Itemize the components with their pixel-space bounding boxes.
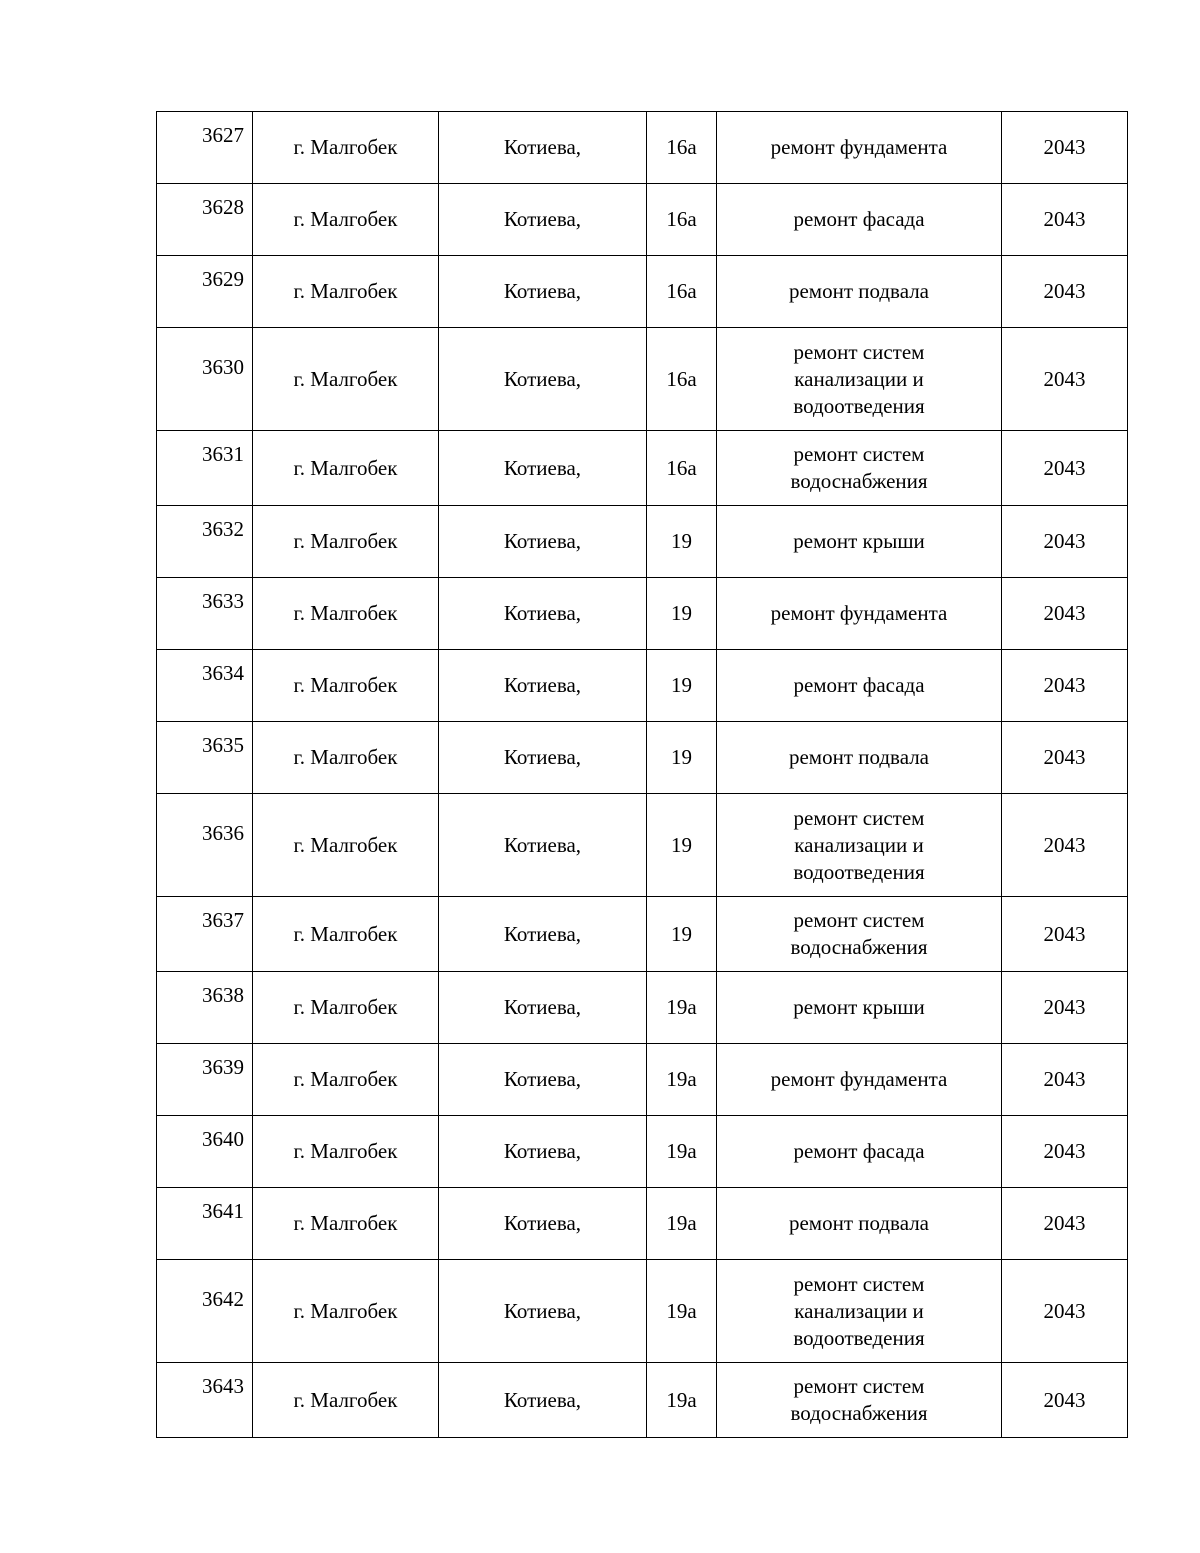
table-row: [157, 184, 1128, 256]
year-cell: 2043: [1002, 1044, 1128, 1116]
city-cell: г. Малгобек: [253, 1363, 439, 1438]
city-cell: г. Малгобек: [253, 506, 439, 578]
row-number: 3640: [157, 1116, 253, 1188]
row-number: 3634: [157, 650, 253, 722]
house-cell: 19: [647, 897, 717, 972]
work-type-cell: ремонт систем канализации и водоотведения: [717, 328, 1002, 431]
year-cell: 2043: [1002, 1363, 1128, 1438]
house-cell: 19а: [647, 1188, 717, 1260]
repair-schedule-table: [156, 111, 1128, 1438]
table-row: [157, 1260, 1128, 1363]
year-cell: 2043: [1002, 431, 1128, 506]
table-row: [157, 1188, 1128, 1260]
city-cell: г. Малгобек: [253, 256, 439, 328]
street-cell: Котиева,: [439, 1260, 647, 1363]
house-cell: 19а: [647, 1363, 717, 1438]
work-type-cell: ремонт фундамента: [717, 578, 1002, 650]
work-type-cell: ремонт фундамента: [717, 1044, 1002, 1116]
work-type-cell: ремонт подвала: [717, 722, 1002, 794]
house-cell: 16а: [647, 112, 717, 184]
house-cell: 16а: [647, 184, 717, 256]
row-number: 3639: [157, 1044, 253, 1116]
city-cell: г. Малгобек: [253, 1044, 439, 1116]
row-number: 3638: [157, 972, 253, 1044]
work-type-cell: ремонт систем канализации и водоотведения: [717, 794, 1002, 897]
year-cell: 2043: [1002, 578, 1128, 650]
row-number: 3632: [157, 506, 253, 578]
house-cell: 19а: [647, 1044, 717, 1116]
house-cell: 19: [647, 794, 717, 897]
city-cell: г. Малгобек: [253, 650, 439, 722]
year-cell: 2043: [1002, 184, 1128, 256]
work-type-cell: ремонт подвала: [717, 1188, 1002, 1260]
city-cell: г. Малгобек: [253, 972, 439, 1044]
year-cell: 2043: [1002, 1260, 1128, 1363]
street-cell: Котиева,: [439, 1363, 647, 1438]
row-number: 3631: [157, 431, 253, 506]
street-cell: Котиева,: [439, 328, 647, 431]
table-row: [157, 256, 1128, 328]
year-cell: 2043: [1002, 897, 1128, 972]
house-cell: 16а: [647, 328, 717, 431]
city-cell: г. Малгобек: [253, 1116, 439, 1188]
house-cell: 19а: [647, 1116, 717, 1188]
table-row: [157, 328, 1128, 431]
year-cell: 2043: [1002, 1188, 1128, 1260]
row-number: 3628: [157, 184, 253, 256]
year-cell: 2043: [1002, 1116, 1128, 1188]
city-cell: г. Малгобек: [253, 722, 439, 794]
street-cell: Котиева,: [439, 722, 647, 794]
work-type-cell: ремонт систем водоснабжения: [717, 1363, 1002, 1438]
row-number: 3627: [157, 112, 253, 184]
table-row: [157, 722, 1128, 794]
year-cell: 2043: [1002, 650, 1128, 722]
year-cell: 2043: [1002, 972, 1128, 1044]
work-type-cell: ремонт крыши: [717, 972, 1002, 1044]
work-type-cell: ремонт систем водоснабжения: [717, 431, 1002, 506]
row-number: 3636: [157, 794, 253, 897]
street-cell: Котиева,: [439, 1188, 647, 1260]
street-cell: Котиева,: [439, 184, 647, 256]
city-cell: г. Малгобек: [253, 328, 439, 431]
city-cell: г. Малгобек: [253, 1260, 439, 1363]
year-cell: 2043: [1002, 722, 1128, 794]
street-cell: Котиева,: [439, 506, 647, 578]
street-cell: Котиева,: [439, 794, 647, 897]
table-row: [157, 506, 1128, 578]
city-cell: г. Малгобек: [253, 578, 439, 650]
row-number: 3635: [157, 722, 253, 794]
year-cell: 2043: [1002, 794, 1128, 897]
table-row: [157, 1044, 1128, 1116]
row-number: 3637: [157, 897, 253, 972]
row-number: 3643: [157, 1363, 253, 1438]
house-cell: 16а: [647, 431, 717, 506]
row-number: 3642: [157, 1260, 253, 1363]
work-type-cell: ремонт фасада: [717, 1116, 1002, 1188]
street-cell: Котиева,: [439, 650, 647, 722]
table-row: [157, 1363, 1128, 1438]
city-cell: г. Малгобек: [253, 1188, 439, 1260]
year-cell: 2043: [1002, 256, 1128, 328]
house-cell: 19: [647, 722, 717, 794]
row-number: 3633: [157, 578, 253, 650]
work-type-cell: ремонт фасада: [717, 184, 1002, 256]
city-cell: г. Малгобек: [253, 794, 439, 897]
row-number: 3629: [157, 256, 253, 328]
work-type-cell: ремонт систем водоснабжения: [717, 897, 1002, 972]
work-type-cell: ремонт подвала: [717, 256, 1002, 328]
city-cell: г. Малгобек: [253, 431, 439, 506]
year-cell: 2043: [1002, 328, 1128, 431]
house-cell: 19: [647, 578, 717, 650]
house-cell: 19: [647, 506, 717, 578]
city-cell: г. Малгобек: [253, 112, 439, 184]
year-cell: 2043: [1002, 112, 1128, 184]
work-type-cell: ремонт систем канализации и водоотведения: [717, 1260, 1002, 1363]
table-row: [157, 794, 1128, 897]
street-cell: Котиева,: [439, 972, 647, 1044]
work-type-cell: ремонт фасада: [717, 650, 1002, 722]
street-cell: Котиева,: [439, 256, 647, 328]
table-row: [157, 431, 1128, 506]
city-cell: г. Малгобек: [253, 897, 439, 972]
table-row: [157, 650, 1128, 722]
table-row: [157, 112, 1128, 184]
table-row: [157, 578, 1128, 650]
house-cell: 19а: [647, 972, 717, 1044]
row-number: 3641: [157, 1188, 253, 1260]
work-type-cell: ремонт крыши: [717, 506, 1002, 578]
street-cell: Котиева,: [439, 1044, 647, 1116]
house-cell: 19: [647, 650, 717, 722]
table-row: [157, 1116, 1128, 1188]
street-cell: Котиева,: [439, 578, 647, 650]
row-number: 3630: [157, 328, 253, 431]
work-type-cell: ремонт фундамента: [717, 112, 1002, 184]
street-cell: Котиева,: [439, 897, 647, 972]
house-cell: 16а: [647, 256, 717, 328]
city-cell: г. Малгобек: [253, 184, 439, 256]
table-row: [157, 897, 1128, 972]
year-cell: 2043: [1002, 506, 1128, 578]
table-row: [157, 972, 1128, 1044]
house-cell: 19а: [647, 1260, 717, 1363]
street-cell: Котиева,: [439, 112, 647, 184]
street-cell: Котиева,: [439, 431, 647, 506]
street-cell: Котиева,: [439, 1116, 647, 1188]
